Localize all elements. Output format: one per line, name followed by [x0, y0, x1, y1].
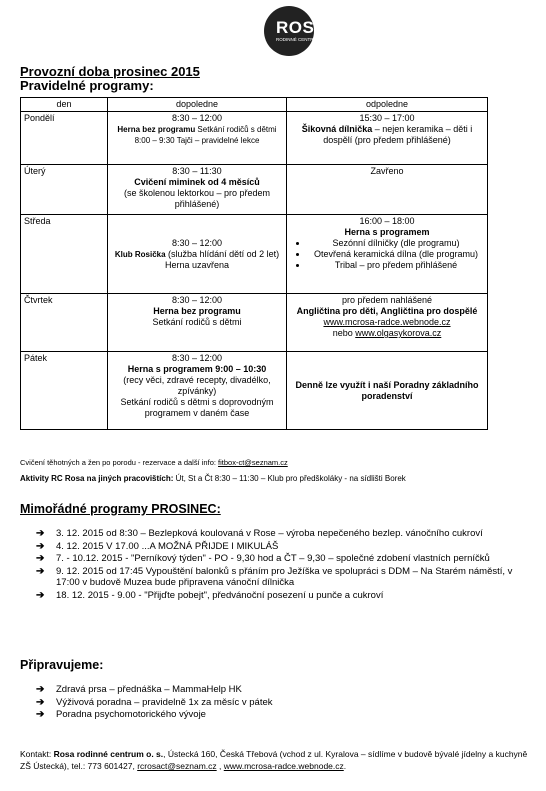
list-item: • Otevřená keramická dílna (dle programu): [308, 249, 484, 260]
morning-cell: [108, 215, 287, 294]
program-desc: Setkání rodičů s dětmi s doprovodným programem v daném čase: [120, 397, 274, 418]
item-text: 9. 12. 2015 od 17:45 Vypouštění balonků s přáním pro Ježíška ve spolupráci s DDM – Na Starém náměstí, v 17:00 v budově Muzea bude připravena vánoční dílnička: [56, 565, 513, 588]
footer-email-link[interactable]: rcrosact@seznam.cz: [137, 761, 217, 771]
item-text: 18. 12. 2015 - 9.00 - "Přijďte pobejt", předvánoční posezení u punče a cukroví: [56, 589, 384, 601]
program-name: Herna bez programu: [153, 306, 241, 316]
schedule-table: [20, 97, 488, 430]
afternoon-cell: [287, 215, 488, 294]
table-header-row: [21, 98, 488, 112]
list-item: [36, 566, 536, 589]
afternoon-cell: [287, 165, 488, 215]
arrow-icon: ➔: [36, 528, 45, 539]
closed-label: Zavřeno: [370, 166, 404, 176]
morning-cell: [108, 294, 287, 352]
program-desc: Setkání rodičů s dětmi: [152, 317, 242, 327]
or-text: nebo: [332, 328, 353, 338]
contact-footer: [20, 748, 536, 772]
logo-subtitle: RODINNÉ CENTRUM: [276, 37, 321, 42]
note-text: Cvičení těhotných a žen po porodu - rezervace a další info:: [20, 458, 219, 467]
list-item: • Sezónní dílničky (dle programu): [308, 238, 484, 249]
logo-text: ROSA: [276, 18, 328, 37]
list-item: [36, 590, 536, 602]
time: 16:00 – 18:00: [359, 216, 415, 226]
extra-lesson: 8:00 – 9:30 Tajči – pravidelné lekce: [134, 136, 260, 145]
day-cell: Pátek: [21, 352, 108, 430]
footer-web-link[interactable]: www.mcrosa-radce.webnode.cz: [223, 761, 344, 771]
program-list: [290, 238, 484, 271]
day-cell: Úterý: [21, 165, 108, 215]
program-name: Angličtina pro děti, Angličtina pro dospělé: [296, 306, 478, 316]
afternoon-cell: [287, 112, 488, 165]
program-desc: (se školenou lektorkou – pro předem přihlášené): [123, 188, 271, 209]
day-cell: Čtvrtek: [21, 294, 108, 352]
program-name: Herna bez programu: [117, 125, 196, 134]
item-text: 3. 12. 2015 od 8:30 – Bezlepková koulovaná v Rose – výroba nepečeného bezlep. vánočního cukroví: [56, 528, 483, 539]
special-list: [36, 528, 536, 602]
item-text: Poradna psychomotorického vývoje: [56, 709, 206, 720]
other-locations-note: [20, 474, 406, 483]
program-name: Cvičení miminek od 4 měsíců: [134, 177, 260, 187]
note: pro předem nahlášené: [341, 295, 433, 305]
arrow-icon: ➔: [36, 709, 45, 720]
afternoon-cell: [287, 294, 488, 352]
program-desc: (služba hlídání dětí od 2 let): [165, 248, 280, 259]
table-row: [21, 352, 488, 430]
time: 8:30 – 12:00: [171, 353, 223, 363]
program-desc: Setkání rodičů s dětmi: [195, 125, 277, 134]
list-item: [36, 697, 536, 709]
program-name: Klub Rosička: [114, 249, 166, 259]
footer-address: , Ústecká 160, Česká Třebová (vchod z ul. Kyralova – sídlíme v budově bývalé jídelny a kuchyně ZŠ Ústecká), tel.: 773 601427,: [20, 749, 528, 771]
program-name: Šikovná dílnička: [301, 124, 373, 134]
note-label: Aktivity RC Rosa na jiných pracovištích:: [20, 474, 174, 483]
website-link[interactable]: www.olgasykorova.cz: [355, 328, 442, 338]
day-cell: Středa: [21, 215, 108, 294]
time: 8:30 – 11:30: [172, 166, 222, 176]
arrow-icon: ➔: [36, 553, 45, 564]
list-item: [36, 553, 536, 565]
arrow-icon: ➔: [36, 540, 45, 552]
arrow-icon: ➔: [36, 565, 45, 577]
item-text: Výživová poradna – pravidelně 1x za měsíc v pátek: [56, 696, 273, 708]
table-row: [21, 112, 488, 165]
arrow-icon: ➔: [36, 684, 45, 695]
special-heading: Mimořádné programy PROSINEC:: [20, 502, 221, 516]
header-afternoon: odpoledne: [287, 98, 488, 112]
list-item: [36, 709, 536, 721]
program-name: Herna s programem 9:00 – 10:30: [127, 364, 267, 374]
program-desc: – nejen keramika – děti i dospělí (pro předem přihlášené): [323, 124, 473, 145]
morning-cell: [108, 352, 287, 430]
program-name: Herna s programem: [344, 227, 430, 237]
website-link[interactable]: www.mcrosa-radce.webnode.cz: [323, 317, 451, 327]
table-row: [21, 215, 488, 294]
item-text: 7. - 10.12. 2015 - "Perníkový týden" - PO - 9,30 hod a ČT – 9,30 – společné zdobení vlastních perníčků: [56, 553, 490, 564]
time: 15:30 – 17:00: [359, 113, 415, 123]
page-title: Provozní doba prosinec 2015: [20, 64, 200, 79]
header-day: den: [21, 98, 108, 112]
footer-sep: ,: [216, 761, 224, 771]
pregnancy-exercise-note: [20, 458, 288, 467]
day-cell: Pondělí: [21, 112, 108, 165]
list-item: [36, 541, 536, 553]
morning-cell: [108, 165, 287, 215]
time: 8:30 – 12:00: [171, 295, 223, 305]
time: 8:30 – 12:00: [171, 113, 223, 123]
footer-label: Kontakt:: [20, 749, 54, 759]
playroom-closed: Herna uzavřena: [164, 259, 230, 270]
note-text: Út, St a Čt 8:30 – 11:30 – Klub pro předškoláky - na sídlišti Borek: [173, 474, 406, 483]
prep-list: [36, 684, 536, 722]
table-row: [21, 294, 488, 352]
time: 8:30 – 12:00: [171, 237, 223, 248]
counseling-note: Denně lze využít i naší Poradny základního poradenství: [295, 379, 479, 401]
rosa-logo: [258, 2, 330, 60]
afternoon-cell: [287, 352, 488, 430]
list-item: [36, 684, 536, 696]
org-name: Rosa rodinné centrum o. s.: [53, 749, 164, 759]
footer-end: .: [343, 761, 347, 771]
header-morning: dopoledne: [108, 98, 287, 112]
page-subtitle: Pravidelné programy:: [20, 78, 154, 93]
item-text: 4. 12. 2015 V 17.00 ...A MOŽNÁ PŘIJDE I MIKULÁŠ: [56, 540, 279, 552]
list-item: • Tribal – pro předem přihlášené: [308, 260, 484, 271]
email-link[interactable]: fitbox-ct@seznam.cz: [218, 458, 288, 467]
table-row: [21, 165, 488, 215]
list-item: [36, 528, 536, 540]
prep-heading: Připravujeme:: [20, 658, 104, 672]
arrow-icon: ➔: [36, 589, 45, 601]
item-text: Zdravá prsa – přednáška – MammaHelp HK: [56, 684, 242, 695]
arrow-icon: ➔: [36, 696, 45, 708]
morning-cell: [108, 112, 287, 165]
program-desc: (recy věci, zdravé recepty, divadélko, zpívánky): [123, 375, 271, 396]
